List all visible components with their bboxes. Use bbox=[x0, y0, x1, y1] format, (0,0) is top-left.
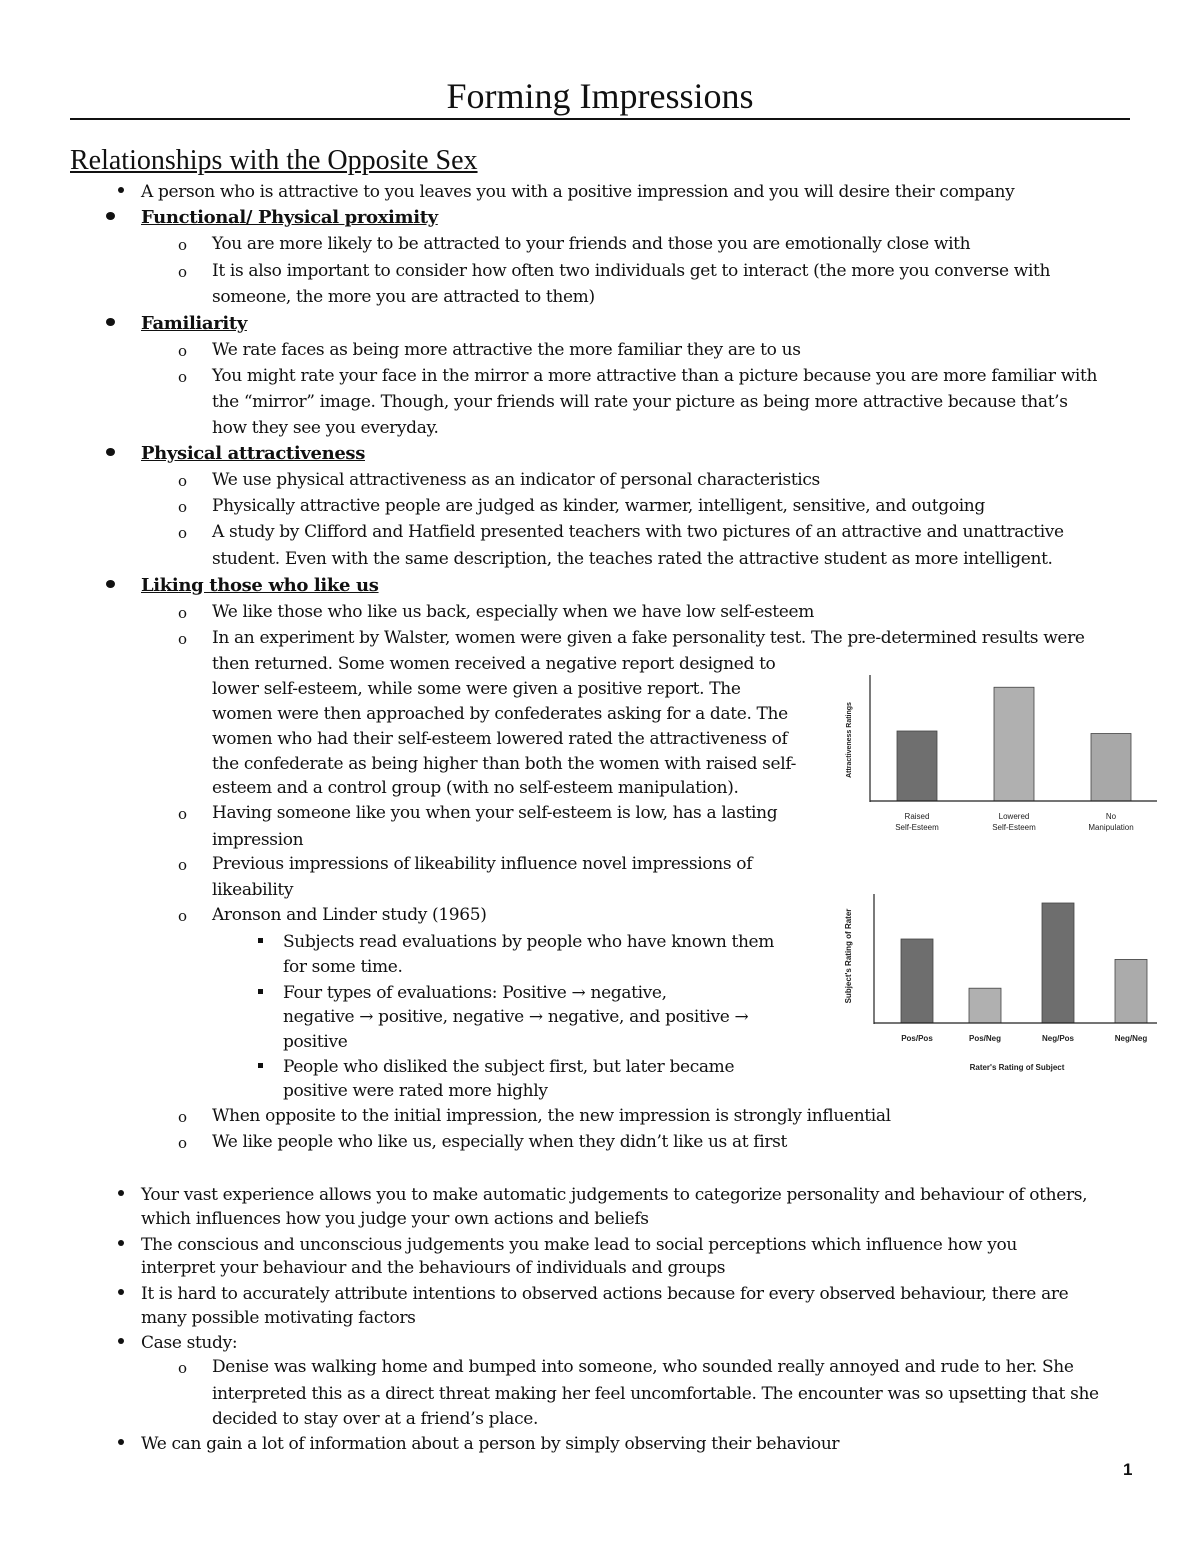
text-line: You are more likely to be attracted to your friends and those you are emotionally close with bbox=[212, 234, 971, 254]
chart1-xtick-label: No bbox=[1105, 812, 1117, 821]
text-line: Denise was walking home and bumped into someone, who sounded really annoyed and rude to her. She bbox=[212, 1357, 1074, 1377]
text-line: interpreted this as a direct threat making her feel uncomfortable. The encounter was so upsetting that she bbox=[212, 1384, 1099, 1404]
chart2-xtick-label: Pos/Pos bbox=[901, 1034, 933, 1043]
text-line: lower self-esteem, while some were given a positive report. The bbox=[212, 679, 741, 699]
topic-heading: Functional/ Physical proximity bbox=[141, 207, 438, 228]
text-line: When opposite to the initial impression, the new impression is strongly influential bbox=[212, 1106, 891, 1126]
bullet-o: o bbox=[178, 236, 188, 254]
page-number: 1 bbox=[1123, 1460, 1133, 1479]
chart2-xtick-label: Neg/Pos bbox=[1041, 1034, 1075, 1043]
chart1-xtick-label: Lowered bbox=[998, 812, 1030, 821]
text-line: Previous impressions of likeability influence novel impressions of bbox=[212, 854, 753, 874]
chart1-bar-1 bbox=[994, 687, 1034, 801]
text-line: Aronson and Linder study (1965) bbox=[212, 905, 487, 925]
bullet-o: o bbox=[178, 907, 188, 925]
bullet-o: o bbox=[178, 805, 188, 823]
section-heading: Relationships with the Opposite Sex bbox=[70, 145, 478, 176]
bullet-square bbox=[258, 989, 263, 994]
text-line: the confederate as being higher than both the women with raised self- bbox=[212, 754, 797, 774]
bullet bbox=[117, 1189, 127, 1199]
chart2-ylabel: Subject's Rating of Rater bbox=[844, 908, 853, 1004]
title-rule bbox=[70, 118, 1130, 120]
text-line: likeability bbox=[212, 880, 294, 900]
bullet-o: o bbox=[178, 1108, 188, 1126]
bullet-o: o bbox=[178, 1359, 188, 1377]
text-line: someone, the more you are attracted to them) bbox=[212, 287, 595, 307]
text-line: We can gain a lot of information about a person by simply observing their behaviour bbox=[141, 1434, 840, 1454]
bullet bbox=[117, 186, 127, 196]
text-line: Subjects read evaluations by people who have known them bbox=[283, 932, 775, 952]
chart2-bar-2 bbox=[1042, 903, 1074, 1023]
text-line: the “mirror” image. Though, your friends will rate your picture as being more attractive because that’s bbox=[212, 392, 1068, 412]
text-line: positive bbox=[283, 1032, 348, 1052]
chart1-xtick-label: Self-Esteem bbox=[895, 823, 939, 832]
text-line: Physically attractive people are judged as kinder, warmer, intelligent, sensitive, and outgoing bbox=[212, 496, 985, 516]
bullet-o: o bbox=[178, 263, 188, 281]
text-line: We rate faces as being more attractive the more familiar they are to us bbox=[212, 340, 801, 360]
chart2-bar-1 bbox=[969, 988, 1001, 1023]
text-line: We like those who like us back, especially when we have low self-esteem bbox=[212, 602, 814, 622]
chart-rater-rating bbox=[835, 888, 1165, 1078]
bullet-o: o bbox=[178, 472, 188, 490]
bullet-o: o bbox=[178, 498, 188, 516]
text-line: many possible motivating factors bbox=[141, 1308, 416, 1328]
text-line: It is also important to consider how often two individuals get to interact (the more you converse with bbox=[212, 261, 1051, 281]
bullet-o: o bbox=[178, 1134, 188, 1152]
text-line: We like people who like us, especially when they didn’t like us at first bbox=[212, 1132, 787, 1152]
chart2-bar-0 bbox=[901, 939, 933, 1023]
chart2-bar-3 bbox=[1115, 959, 1147, 1023]
text-line: women were then approached by confederates asking for a date. The bbox=[212, 704, 788, 724]
topic-heading: Familiarity bbox=[141, 313, 247, 334]
text-line: We use physical attractiveness as an indicator of personal characteristics bbox=[212, 470, 820, 490]
text-line: People who disliked the subject first, but later became bbox=[283, 1057, 735, 1077]
bullet-o: o bbox=[178, 368, 188, 386]
bullet-o: o bbox=[178, 604, 188, 622]
text-line: how they see you everyday. bbox=[212, 418, 439, 438]
bullet-o: o bbox=[178, 856, 188, 874]
bullet bbox=[106, 448, 116, 458]
text-line: interpret your behaviour and the behaviours of individuals and groups bbox=[141, 1258, 726, 1278]
chart1-ylabel: Attractiveness Ratings bbox=[846, 702, 853, 778]
chart1-xtick-label: Manipulation bbox=[1088, 823, 1134, 832]
text-line: negative → positive, negative → negative, and positive → bbox=[283, 1007, 749, 1027]
bullet bbox=[117, 1438, 127, 1448]
text-line: for some time. bbox=[283, 957, 403, 977]
chart1-bar-0 bbox=[897, 731, 937, 801]
bullet bbox=[106, 212, 116, 222]
text-line: In an experiment by Walster, women were given a fake personality test. The pre-determined results were bbox=[212, 628, 1085, 648]
text-line: You might rate your face in the mirror a more attractive than a picture because you are more familiar with bbox=[212, 366, 1098, 386]
bullet-o: o bbox=[178, 524, 188, 542]
bullet-square bbox=[258, 1063, 263, 1068]
text-line: A person who is attractive to you leaves you with a positive impression and you will desire their company bbox=[141, 182, 1015, 202]
text-line: Having someone like you when your self-esteem is low, has a lasting bbox=[212, 803, 778, 823]
bullet bbox=[106, 580, 116, 590]
text-line: positive were rated more highly bbox=[283, 1081, 548, 1101]
text-line: A study by Clifford and Hatfield presented teachers with two pictures of an attractive and unattractive bbox=[212, 522, 1064, 542]
page-title: Forming Impressions bbox=[446, 76, 754, 116]
chart1-xtick-label: Raised bbox=[904, 812, 930, 821]
chart2-xtick-label: Pos/Neg bbox=[968, 1034, 1002, 1043]
text-line: Case study: bbox=[141, 1333, 238, 1353]
topic-heading: Physical attractiveness bbox=[141, 443, 365, 464]
bullet bbox=[106, 318, 116, 328]
chart1-xtick-label: Self-Esteem bbox=[992, 823, 1036, 832]
text-line: women who had their self-esteem lowered rated the attractiveness of bbox=[212, 729, 788, 749]
topic-heading: Liking those who like us bbox=[141, 575, 379, 596]
text-line: Four types of evaluations: Positive → negative, bbox=[283, 983, 667, 1003]
text-line: esteem and a control group (with no self-esteem manipulation). bbox=[212, 778, 739, 798]
chart-attractiveness bbox=[835, 665, 1165, 845]
chart2-xtick-label: Neg/Neg bbox=[1114, 1034, 1148, 1043]
text-line: Your vast experience allows you to make automatic judgements to categorize personality and behaviour of others, bbox=[141, 1185, 1088, 1205]
text-line: The conscious and unconscious judgements you make lead to social perceptions which influence how you bbox=[141, 1235, 1017, 1255]
text-line: which influences how you judge your own actions and beliefs bbox=[141, 1209, 649, 1229]
text-line: It is hard to accurately attribute intentions to observed actions because for every observed behaviour, there are bbox=[141, 1284, 1069, 1304]
text-line: then returned. Some women received a negative report designed to bbox=[212, 654, 776, 674]
bullet-o: o bbox=[178, 630, 188, 648]
text-line: decided to stay over at a friend’s place. bbox=[212, 1409, 539, 1429]
chart2-xlabel: Rater's Rating of Subject bbox=[969, 1063, 1065, 1072]
text-line: student. Even with the same description, the teaches rated the attractive student as more intelligent. bbox=[212, 549, 1053, 569]
bullet-o: o bbox=[178, 342, 188, 360]
bullet-square bbox=[258, 938, 263, 943]
chart1-bar-2 bbox=[1091, 734, 1131, 802]
bullet bbox=[117, 1337, 127, 1347]
bullet bbox=[117, 1239, 127, 1249]
bullet bbox=[117, 1288, 127, 1298]
text-line: impression bbox=[212, 830, 304, 850]
